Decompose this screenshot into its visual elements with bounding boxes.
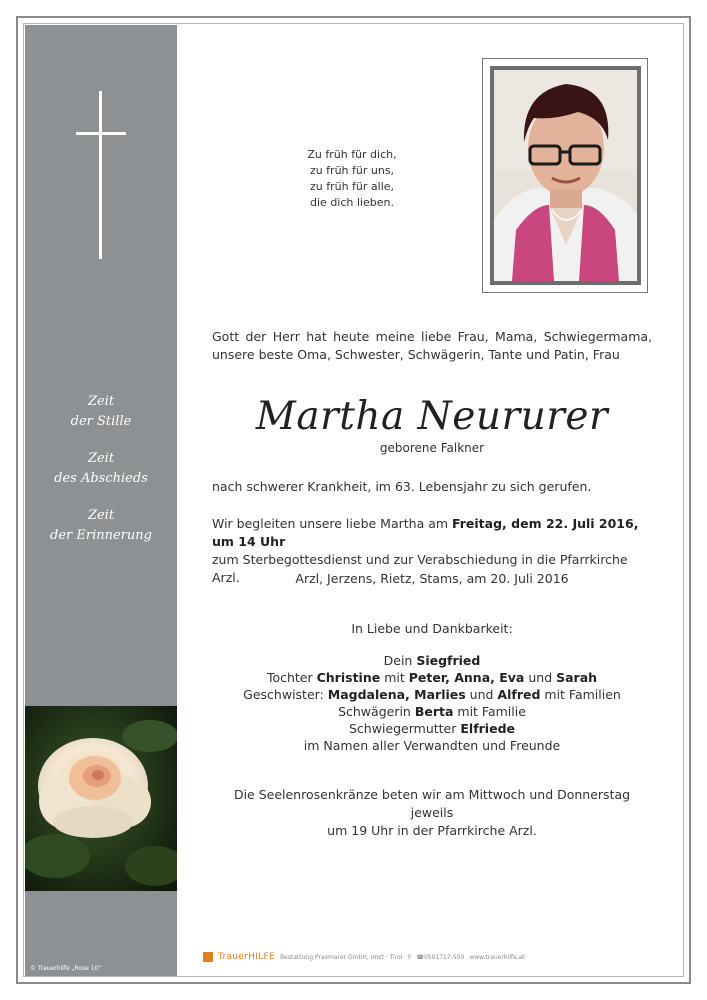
image-credit: © Trauerhilfe „Rose 10“	[30, 965, 102, 972]
funeral-text: Wir begleiten unsere liebe Martha am	[212, 516, 453, 531]
passing-text: nach schwerer Krankheit, im 63. Lebensjahr zu sich gerufen.	[212, 479, 592, 494]
footer	[203, 951, 525, 963]
verse-line: der Stille	[70, 414, 132, 429]
deceased-name: Martha Neururer	[255, 394, 609, 439]
mourner-line: Tochter Christine mit Peter, Anna, Eva und Sarah	[266, 670, 598, 685]
sidebar-verse	[25, 392, 177, 563]
poem-line: Zu früh für dich,	[307, 148, 397, 161]
rosary-line: Die Seelenrosenkränze beten wir am Mittwoch und Donnerstag jeweils	[233, 787, 631, 820]
verse-line: Zeit	[87, 451, 115, 466]
birth-name: geborene Falkner	[379, 441, 485, 455]
mourner-line: Schwägerin Berta mit Familie	[338, 704, 526, 719]
funeral-text: zum Sterbegottesdienst und zur Verabschiedung in die Pfarrkirche Arzl.	[212, 552, 628, 585]
footer-web[interactable]: www.trauerhilfe.at	[469, 953, 525, 961]
mourners-list	[212, 652, 652, 754]
mourner-line: Dein Siegfried	[383, 653, 481, 668]
mourner-line: im Namen aller Verwandten und Freunde	[303, 738, 561, 753]
verse-line: Zeit	[87, 394, 115, 409]
footer-logo: TrauerHILFE	[218, 952, 275, 962]
place-date: Arzl, Jerzens, Rietz, Stams, am 20. Juli 2016	[295, 571, 569, 586]
rosary-notice	[212, 786, 652, 840]
mourner-line: Schwiegermutter Elfriede	[349, 721, 515, 736]
cross-icon-bar	[76, 132, 126, 135]
footer-company: Bestattung Praxmarer GmbH, Imst · Tirol · F	[279, 953, 412, 961]
verse-line: der Erinnerung	[50, 528, 152, 543]
poem	[252, 147, 452, 211]
gratitude-heading: In Liebe und Dankbarkeit:	[351, 621, 513, 636]
verse-line: Zeit	[87, 508, 115, 523]
poem-line: die dich lieben.	[310, 196, 394, 209]
portrait-photo	[490, 66, 641, 285]
poem-line: zu früh für alle,	[309, 180, 395, 193]
footer-phone: ☎0501717-550	[416, 953, 465, 961]
intro-text: Gott der Herr hat heute meine liebe Frau, Mama, Schwiegermama, unsere beste Oma, Schwester, Schwägerin, Tante und Patin, Frau	[212, 329, 652, 362]
mourner-line: Geschwister: Magdalena, Marlies und Alfred mit Familien	[243, 687, 621, 702]
verse-line: des Abschieds	[54, 471, 148, 486]
rose-image	[25, 706, 177, 891]
rosary-line: um 19 Uhr in der Pfarrkirche Arzl.	[327, 823, 537, 838]
cross-icon	[99, 91, 102, 259]
funeral-date: Freitag, dem 22. Juli 2016, um 14 Uhr	[212, 516, 639, 549]
poem-line: zu früh für uns,	[309, 164, 395, 177]
logo-icon	[203, 952, 213, 962]
